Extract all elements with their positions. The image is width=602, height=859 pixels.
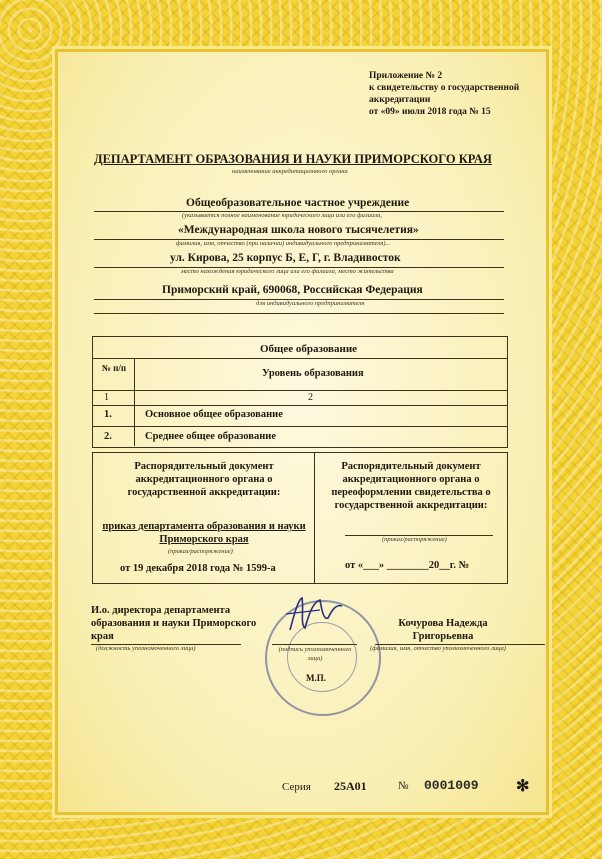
authority-caption: наименование аккредитационного органа bbox=[232, 168, 348, 175]
table-index-2: 2 bbox=[308, 392, 313, 403]
appendix-line3: аккредитации bbox=[369, 95, 431, 105]
org-address1: ул. Кирова, 25 корпус Б, Е, Г, г. Владивосток bbox=[170, 252, 401, 264]
signer-position: И.о. директора департамента образования и науки Приморского края bbox=[91, 605, 257, 642]
table-col-num: № п/п bbox=[101, 363, 127, 373]
blank-line bbox=[94, 313, 504, 314]
org-type-caption: (указывается полное наименование юридического лица или его филиала, bbox=[182, 212, 382, 219]
decree-left-heading: Распорядительный документ аккредитационного органа о государственной аккредитации: bbox=[127, 461, 281, 498]
position-caption: (должность уполномоченного лица) bbox=[96, 645, 196, 652]
serial-series: 25А01 bbox=[334, 779, 367, 793]
decree-left-date: от 19 декабря 2018 года № 1599-а bbox=[120, 563, 276, 574]
authority-name: ДЕПАРТАМЕНТ ОБРАЗОВАНИЯ И НАУКИ ПРИМОРСКОГО КРАЯ bbox=[94, 152, 492, 166]
org-address2-caption: для индивидуального предпринимателя bbox=[256, 300, 365, 307]
serial-label: Серия bbox=[282, 781, 311, 793]
sign-caption: (подпись уполномоченного лица) bbox=[278, 646, 352, 662]
table-row-2-level: Среднее общее образование bbox=[145, 431, 276, 442]
appendix-line1: Приложение № 2 bbox=[369, 71, 443, 81]
appendix-line4: от «09» июля 2018 года № 15 bbox=[369, 107, 491, 117]
org-address1-caption: место нахождения юридического лица или его филиала, место жительства bbox=[181, 268, 394, 275]
decree-left-caption: (приказ/распоряжение) bbox=[168, 548, 233, 555]
handwritten-signature bbox=[280, 590, 350, 640]
org-address2: Приморский край, 690068, Российская Федерация bbox=[162, 284, 423, 296]
decree-right-caption: (приказ/распоряжение) bbox=[382, 536, 447, 543]
table-row-1-level: Основное общее образование bbox=[145, 409, 283, 420]
table-index-1: 1 bbox=[104, 392, 109, 403]
serial-num-label: № bbox=[398, 780, 409, 792]
appendix-line2: к свидетельству о государственной bbox=[369, 83, 520, 93]
table-title: Общее образование bbox=[260, 343, 358, 355]
table-col-level: Уровень образования bbox=[262, 368, 364, 379]
org-name: «Международная школа нового тысячелетия» bbox=[178, 224, 419, 236]
decree-right-heading: Распорядительный документ аккредитационного органа о переоформлении свидетельства о государственной аккредитации: bbox=[331, 461, 491, 511]
serial-number: 0001009 bbox=[424, 778, 479, 793]
name-caption: (фамилия, имя, отчество уполномоченного лица) bbox=[370, 645, 506, 652]
stamp-label: М.П. bbox=[306, 673, 326, 683]
table-row-2-num: 2. bbox=[104, 431, 112, 442]
signer-name: Кочурова Надежда Григорьевна bbox=[398, 618, 488, 642]
org-name-caption: фамилия, имя, отчество (при наличии) индивидуального предпринимателя)... bbox=[176, 240, 391, 247]
table-row-1-num: 1. bbox=[104, 409, 112, 420]
org-type: Общеобразовательное частное учреждение bbox=[186, 197, 410, 209]
serial-mark: ✻ bbox=[516, 778, 530, 795]
decree-right-date: от «___» ________20__г. № bbox=[345, 560, 470, 571]
decree-left-doc: приказ департамента образования и науки Приморского края bbox=[102, 521, 306, 545]
